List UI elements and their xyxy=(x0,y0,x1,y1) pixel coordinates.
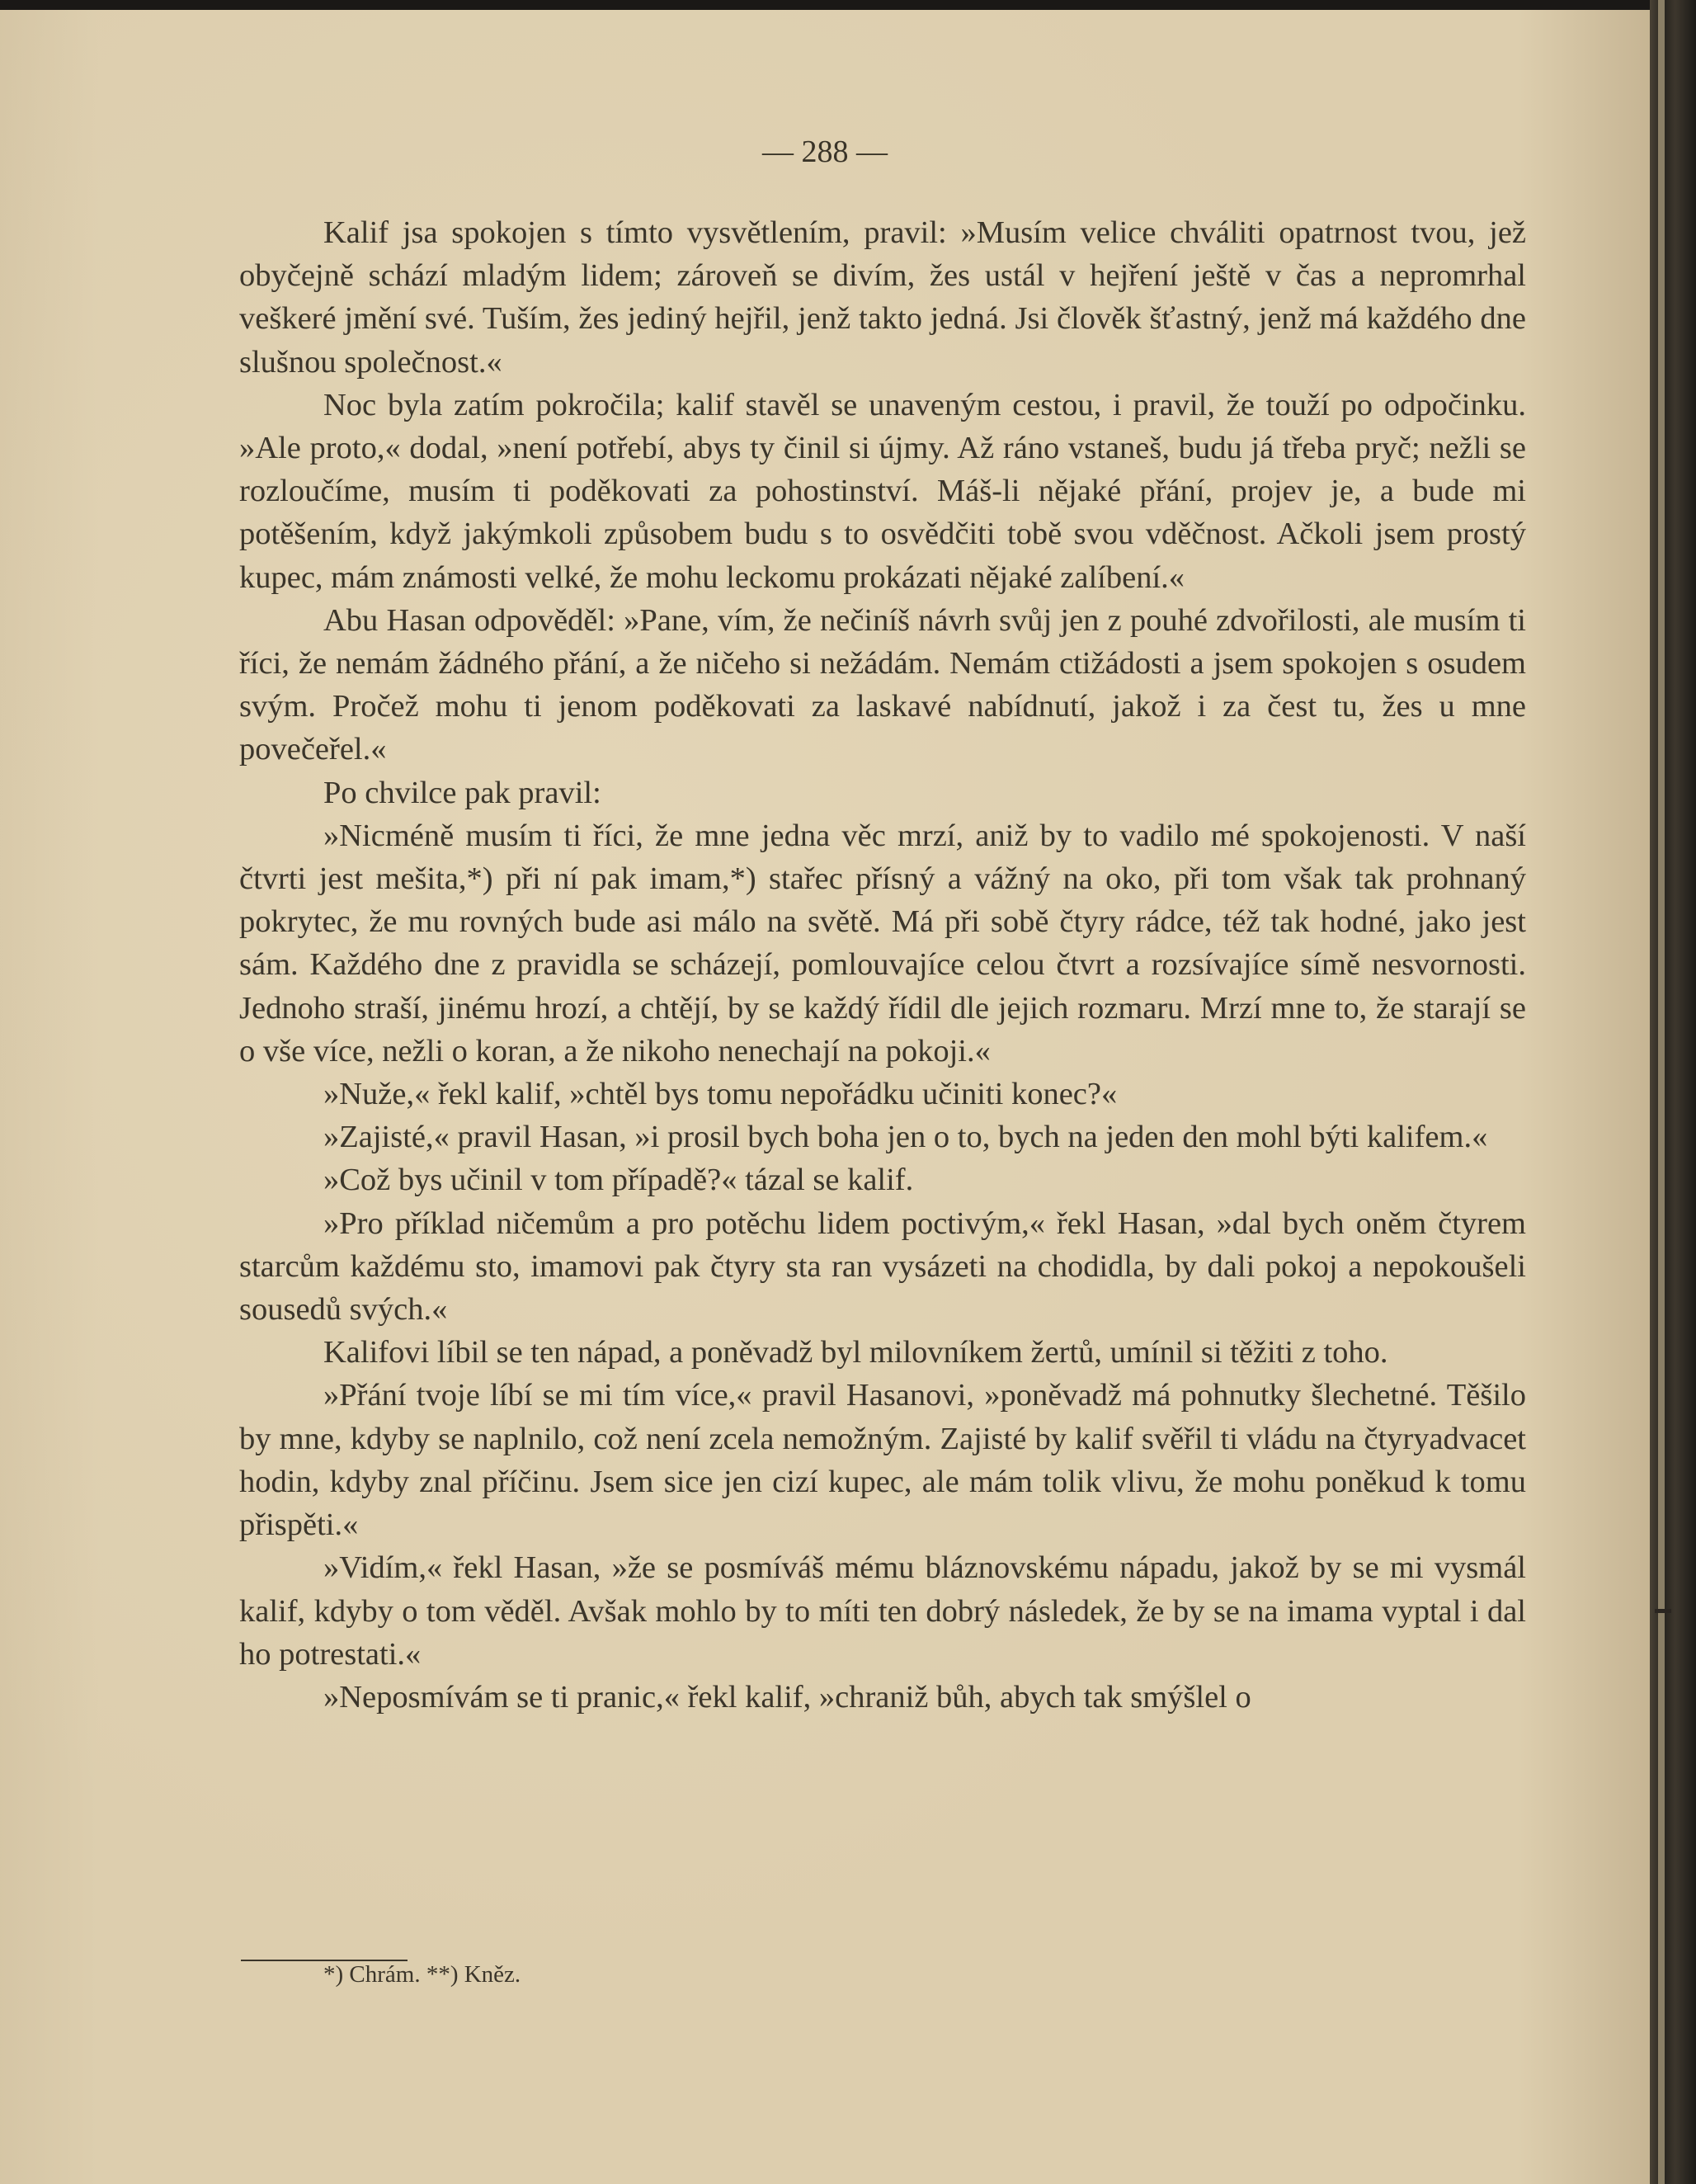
body-text xyxy=(239,211,1526,1719)
paragraph: »Zajisté,« pravil Hasan, »i prosil bych boha jen o to, bych na jeden den mohl býti kalifem.« xyxy=(323,1120,1488,1155)
paragraph: »Nuže,« řekl kalif, »chtěl bys tomu nepořádku učiniti konec?« xyxy=(323,1077,1118,1112)
page-number: — 288 — xyxy=(762,134,888,169)
book-page xyxy=(0,10,1650,2184)
paragraph: Kalifovi líbil se ten nápad, a poněvadž byl milovníkem žertů, umínil si těžiti z toho. xyxy=(323,1335,1388,1370)
paragraph: »Přání tvoje líbí se mi tím více,« pravil Hasanovi, »poněvadž má pohnutky šlechetné. Těšilo by mne, kdyby se naplnilo, což není zcela nemožným. Zajisté by kalif svěřil ti vládu na čtyryadvacet hodin, kdyby znal příčinu. Jsem sice jen cizí kupec, ale mám tolik vlivu, že mohu poněkud k tomu přispěti.« xyxy=(239,1378,1526,1543)
footnotes: *) Chrám. **) Kněz. xyxy=(323,1961,521,1988)
paragraph: »Což bys učinil v tom případě?« tázal se kalif. xyxy=(323,1163,914,1198)
spine-edge xyxy=(1658,0,1665,2184)
paragraph: Abu Hasan odpověděl: »Pane, vím, že nečiníš návrh svůj jen z pouhé zdvořilosti, ale musím ti říci, že nemám žádného přání, a že ničeho si nežádám. Nemám ctižádosti a jsem spokojen s osudem svým. Pročež mohu ti jenom poděkovati za laskavé nabídnutí, jakož i za čest tu, žes u mne povečeřel.« xyxy=(239,602,1526,767)
paragraph: »Neposmívám se ti pranic,« řekl kalif, »chraniž bůh, abych tak smýšlel o xyxy=(323,1679,1251,1715)
paragraph: Noc byla zatím pokročila; kalif stavěl se unaveným cestou, i pravil, že touží po odpočinku. »Ale proto,« dodal, »není potřebí, abys ty činil si újmy. Až ráno vstaneš, budu já třeba pryč; nežli se rozloučíme, musím ti poděkovati za pohostinství. Máš-li nějaké přání, projev je, a bude mi potěšením, když jakýmkoli způsobem budu s to osvědčiti tobě svou vděčnost. Ačkoli jsem prostý kupec, mám známosti velké, že mohu leckomu prokázati nějaké zalíbení.« xyxy=(239,387,1526,595)
paragraph: Po chvilce pak pravil: xyxy=(323,775,601,810)
spine-mark xyxy=(1655,1609,1671,1613)
paragraph: »Pro příklad ničemům a pro potěchu lidem poctivým,« řekl Hasan, »dal bych oněm čtyrem starcům každému sto, imamovi pak čtyry sta ran vysázeti na chodidla, by dali pokoj a nepokoušeli sousedů svých.« xyxy=(239,1205,1526,1328)
book-spine xyxy=(1650,0,1696,2184)
paragraph: Kalif jsa spokojen s tímto vysvětlením, pravil: »Musím velice chváliti opatrnost tvou, jež obyčejně schází mladým lidem; zároveň se divím, žes ustál v hejření ještě v čas a nepromrhal veškeré jmění své. Tuším, žes jediný hejřil, jenž takto jedná. Jsi člověk šťastný, jenž má každého dne slušnou společnost.« xyxy=(239,215,1526,380)
paragraph: »Vidím,« řekl Hasan, »že se posmíváš mému bláznovskému nápadu, jakož by se mi vysmál kalif, kdyby o tom věděl. Avšak mohlo by to míti ten dobrý následek, že by se na imama vyptal i dal ho potrestati.« xyxy=(239,1550,1526,1672)
paragraph: »Nicméně musím ti říci, že mne jedna věc mrzí, aniž by to vadilo mé spokojenosti. V naší čtvrti jest mešita,*) při ní pak imam,*) stařec přísný a vážný na oko, při tom však tak prohnaný pokrytec, že mu rovných bude asi málo na světě. Má při sobě čtyry rádce, též tak hodné, jako jest sám. Každého dne z pravidla se scházejí, pomlouvajíce celou čtvrt a rozsívajíce símě nesvornosti. Jednoho straší, jinému hrozí, a chtějí, by se každý řídil dle jejich rozmaru. Mrzí mne to, že starají se o vše více, nežli o koran, a že nikoho nenechají na pokoji.« xyxy=(239,818,1526,1068)
